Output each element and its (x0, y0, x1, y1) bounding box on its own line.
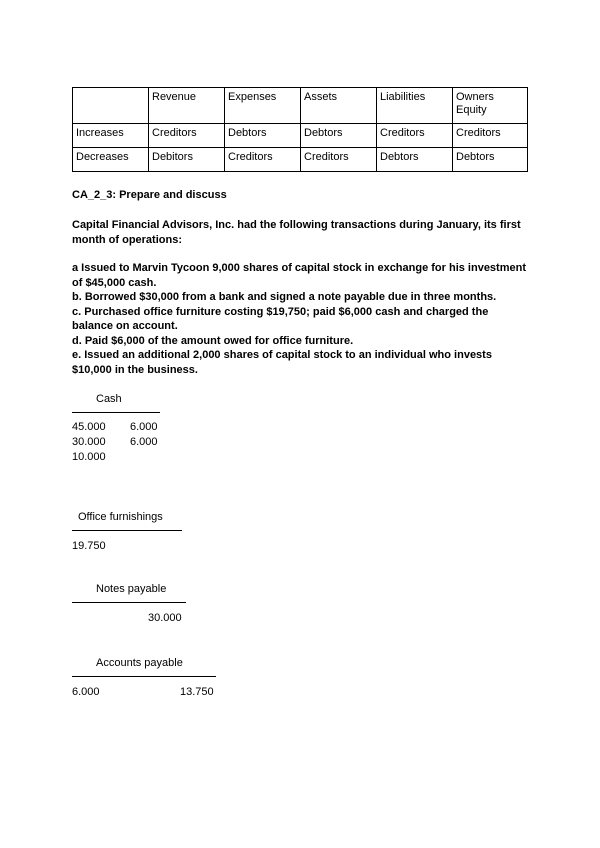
transaction-item: a Issued to Marvin Tycoon 9,000 shares of capital stock in exchange for his investment of $45,000 cash. (72, 262, 526, 289)
t-account-debit: 10.000 (72, 451, 106, 463)
t-account-credit: 13.750 (180, 686, 214, 698)
debit-credit-rules-table (72, 87, 528, 172)
t-account-rule (72, 602, 186, 603)
table-cell: Debitors (149, 148, 225, 172)
transaction-item: b. Borrowed $30,000 from a bank and signed a note payable due in three months. (72, 291, 497, 303)
t-account-debit: 30.000 (72, 436, 106, 448)
table-header-cell: Revenue (149, 88, 225, 124)
t-account-title: Accounts payable (96, 657, 183, 669)
t-account-title: Office furnishings (78, 511, 163, 523)
table-header-cell: Assets (301, 88, 377, 124)
t-account-credit: 6.000 (130, 421, 158, 433)
transaction-item: d. Paid $6,000 of the amount owed for office furniture. (72, 334, 354, 347)
t-account-debit: 45.000 (72, 421, 106, 433)
table-row (73, 148, 528, 172)
table-header-cell: Expenses (225, 88, 301, 124)
transaction-list (72, 261, 532, 377)
table-header-cell: Owners Equity (453, 88, 528, 124)
table-cell: Debtors (301, 124, 377, 148)
table-cell: Creditors (377, 124, 453, 148)
transaction-item: c. Purchased office furniture costing $19,750; paid $6,000 cash and charged the balance on account. (72, 305, 489, 332)
t-account-debit: 19.750 (72, 540, 106, 552)
table-cell: Decreases (73, 148, 149, 172)
table-header-row (73, 88, 528, 124)
t-account-rule (72, 412, 160, 413)
table-cell: Creditors (453, 124, 528, 148)
t-account-credit: 30.000 (148, 612, 182, 624)
table-cell: Debtors (377, 148, 453, 172)
t-account-title: Notes payable (96, 583, 167, 595)
t-account-rule (72, 676, 216, 677)
table-cell: Creditors (149, 124, 225, 148)
table-cell: Creditors (301, 148, 377, 172)
table-header-cell: Liabilities (377, 88, 453, 124)
t-account-credit: 6.000 (130, 436, 158, 448)
t-account-rule (72, 530, 182, 531)
table-cell: Debtors (225, 124, 301, 148)
case-heading: CA_2_3: Prepare and discuss (72, 189, 227, 201)
t-account-debit: 6.000 (72, 686, 100, 698)
table-row (73, 124, 528, 148)
t-account-title: Cash (96, 393, 122, 405)
table-cell: Increases (73, 124, 149, 148)
transaction-item: e. Issued an additional 2,000 shares of capital stock to an individual who invests $10,000 in the business. (72, 349, 492, 376)
table-cell: Creditors (225, 148, 301, 172)
table-cell: Debtors (453, 148, 528, 172)
table-header-cell (73, 88, 149, 124)
case-intro: Capital Financial Advisors, Inc. had the following transactions during January, its first month of operations: (72, 219, 521, 246)
